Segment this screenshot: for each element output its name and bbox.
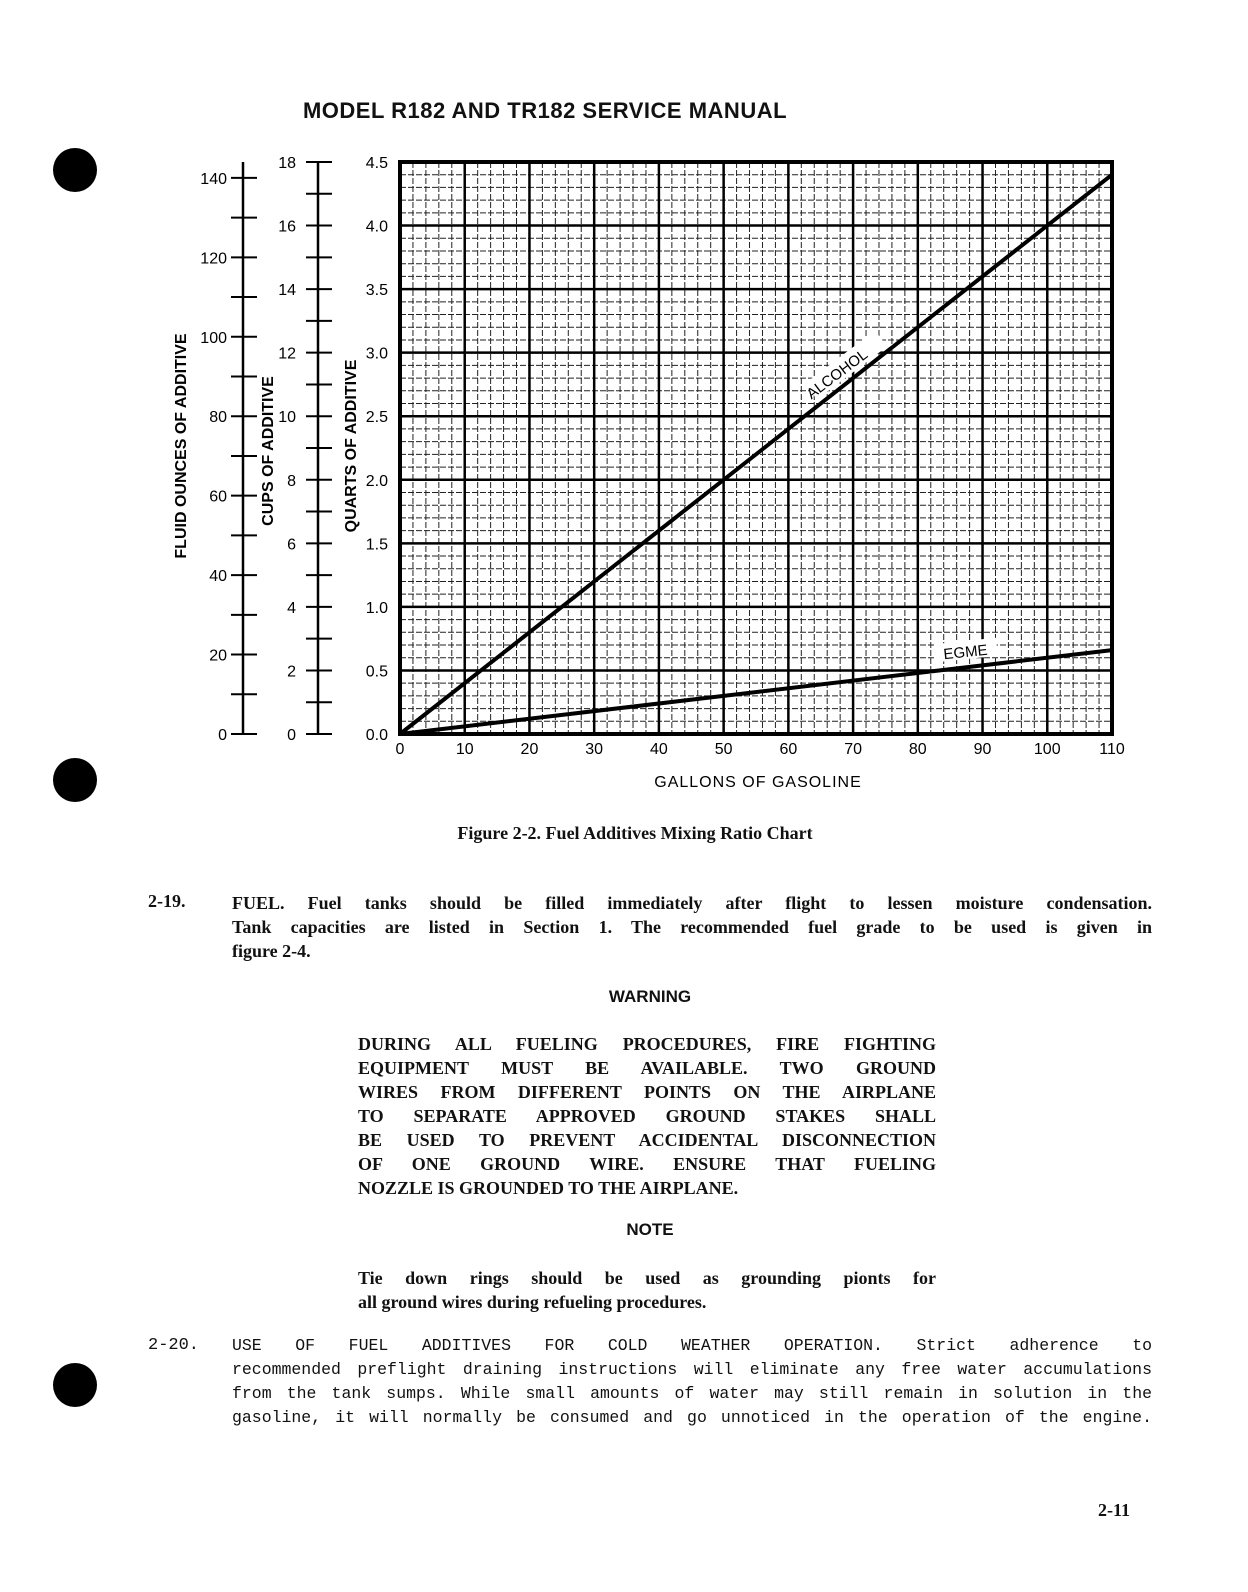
x-tick-label: 40 (650, 741, 668, 758)
secondary-tick-label: 40 (209, 568, 227, 586)
page-header-title: MODEL R182 AND TR182 SERVICE MANUAL (302, 98, 788, 123)
section-number-2-20: 2-20. (148, 1336, 200, 1355)
y-tick-label: 4.0 (365, 218, 388, 236)
text-line: gasoline, it will normally be consumed and go unnoticed in the operation of the engine. (232, 1408, 1152, 1427)
x-tick-label: 60 (779, 741, 798, 758)
secondary-tick-label: 14 (278, 282, 296, 300)
secondary-tick-label: 6 (287, 536, 296, 554)
x-tick-label: 20 (520, 741, 539, 758)
x-tick-label: 0 (395, 741, 405, 758)
note-heading: NOTE (626, 1220, 674, 1239)
text-line: from the tank sumps. While small amounts of water may still remain in solution in the (232, 1384, 1152, 1403)
series-label-alcohol: ALCOHOL (803, 346, 872, 403)
secondary-tick-label: 10 (278, 409, 296, 427)
y-tick-label: 0.5 (365, 663, 388, 681)
text-line: FUEL. Fuel tanks should be filled immediately after flight to lessen moisture condensation. (232, 893, 1152, 913)
section-2-19-text (232, 891, 1152, 963)
y-tick-label: 3.5 (365, 282, 388, 300)
warning-heading: WARNING (608, 987, 692, 1006)
binder-hole (53, 1363, 97, 1407)
text-line: NOZZLE IS GROUNDED TO THE AIRPLANE. (358, 1178, 739, 1198)
secondary-tick-label: 8 (287, 472, 296, 490)
y-tick-label: 4.5 (365, 155, 388, 172)
x-tick-label: 30 (585, 741, 604, 758)
text-line: DURING ALL FUELING PROCEDURES, FIRE FIGHTING (358, 1034, 936, 1054)
quarts-axis-label: QUARTS OF ADDITIVE (343, 359, 360, 533)
text-line: WIRES FROM DIFFERENT POINTS ON THE AIRPLANE (358, 1082, 936, 1102)
text-line: recommended preflight draining instructions will eliminate any free water accumulations (232, 1360, 1152, 1379)
text-line: Tank capacities are listed in Section 1. The recommended fuel grade to be used is given in (232, 917, 1152, 937)
secondary-tick-label: 16 (278, 218, 296, 236)
y-tick-label: 2.5 (365, 409, 388, 427)
y-tick-label: 1.5 (365, 536, 388, 554)
secondary-tick-label: 140 (200, 170, 227, 188)
secondary-tick-label: 80 (209, 409, 227, 427)
warning-text (358, 1032, 936, 1200)
secondary-tick-label: 0 (287, 727, 296, 744)
cups-axis-label: CUPS OF ADDITIVE (260, 376, 277, 526)
figure-caption: Figure 2-2. Fuel Additives Mixing Ratio Chart (457, 823, 813, 843)
x-tick-label: 90 (973, 741, 992, 758)
text-line: all ground wires during refueling procedures. (358, 1292, 707, 1312)
x-tick-label: 70 (844, 741, 862, 758)
x-tick-label: 100 (1033, 741, 1061, 758)
fluid-ounces-axis-label: FLUID OUNCES OF ADDITIVE (173, 333, 190, 559)
section-number-2-19: 2-19. (148, 891, 186, 911)
x-tick-label: 50 (714, 741, 733, 758)
secondary-tick-label: 12 (278, 345, 296, 363)
secondary-tick-label: 20 (209, 647, 227, 665)
text-line: BE USED TO PREVENT ACCIDENTAL DISCONNECTION (358, 1130, 936, 1150)
y-tick-label: 3.0 (365, 345, 388, 363)
secondary-tick-label: 100 (200, 329, 227, 347)
text-line: USE OF FUEL ADDITIVES FOR COLD WEATHER OPERATION. Strict adherence to (232, 1336, 1152, 1355)
secondary-tick-label: 2 (287, 663, 296, 681)
secondary-tick-label: 120 (200, 250, 227, 268)
y-tick-label: 2.0 (365, 472, 388, 490)
x-tick-label: 10 (455, 741, 474, 758)
y-tick-label: 1.0 (365, 599, 388, 617)
x-tick-label: 110 (1099, 741, 1125, 758)
x-tick-label: 80 (908, 741, 927, 758)
secondary-tick-label: 18 (278, 155, 296, 172)
text-line: Tie down rings should be used as grounding pionts for (358, 1268, 936, 1288)
text-line: figure 2-4. (232, 941, 311, 961)
x-axis-label: GALLONS OF GASOLINE (654, 774, 862, 791)
secondary-tick-label: 4 (287, 599, 296, 617)
text-line: OF ONE GROUND WIRE. ENSURE THAT FUELING (358, 1154, 936, 1174)
series-label-egme: EGME (942, 641, 989, 664)
text-line: EQUIPMENT MUST BE AVAILABLE. TWO GROUND (358, 1058, 936, 1078)
note-text (358, 1266, 936, 1314)
text-line: TO SEPARATE APPROVED GROUND STAKES SHALL (358, 1106, 936, 1126)
y-tick-label: 0.0 (365, 727, 388, 744)
page-number: 2-11 (1098, 1500, 1131, 1520)
secondary-tick-label: 0 (218, 727, 227, 744)
section-2-20-text (232, 1334, 1152, 1430)
secondary-tick-label: 60 (209, 488, 227, 506)
